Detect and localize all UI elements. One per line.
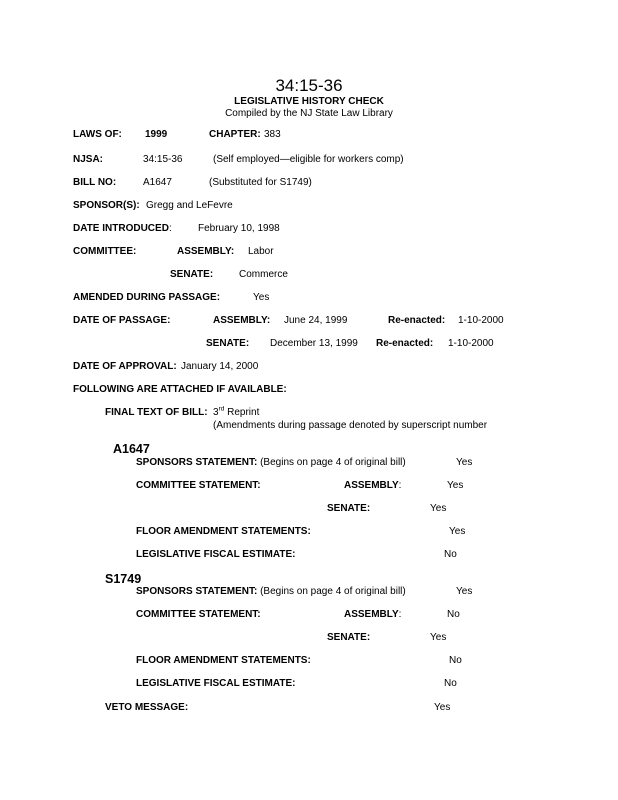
- a1647-fiscal-label: LEGISLATIVE FISCAL ESTIMATE:: [136, 549, 296, 560]
- amended-label: AMENDED DURING PASSAGE:: [73, 292, 221, 303]
- s1749-senate-value: Yes: [430, 632, 447, 643]
- committee-senate-label: SENATE:: [170, 269, 214, 280]
- a1647-sponsors-label: SPONSORS STATEMENT:: [136, 457, 258, 468]
- s1749-sponsors-label: SPONSORS STATEMENT:: [136, 586, 258, 597]
- bill-no-label: BILL NO:: [73, 177, 117, 188]
- passage-assembly-label: ASSEMBLY:: [213, 315, 271, 326]
- committee-label: COMMITTEE:: [73, 246, 137, 257]
- passage-senate-label: SENATE:: [206, 338, 250, 349]
- date-introduced-label-group: [73, 224, 172, 234]
- s1749-sponsors-value: Yes: [456, 586, 473, 597]
- passage-senate-reenacted-value: 1-10-2000: [448, 338, 494, 349]
- sponsors-label: SPONSOR(S):: [73, 200, 140, 211]
- a1647-committee-label: COMMITTEE STATEMENT:: [136, 480, 261, 491]
- chapter-label: CHAPTER:: [209, 129, 261, 140]
- final-text-value-num: 3: [213, 407, 219, 418]
- amended-value: Yes: [253, 292, 270, 303]
- s1749-fiscal-label: LEGISLATIVE FISCAL ESTIMATE:: [136, 678, 296, 689]
- committee-senate-value: Commerce: [239, 269, 288, 280]
- a1647-sponsors-value: Yes: [456, 457, 473, 468]
- a1647-assembly-label: ASSEMBLY: [344, 480, 399, 491]
- final-text-value: [213, 405, 260, 418]
- passage-senate-reenacted-label: Re-enacted:: [376, 338, 434, 349]
- bill-no-value: A1647: [143, 177, 172, 188]
- final-text-value-rest: Reprint: [224, 407, 260, 418]
- s1749-senate-label: SENATE:: [327, 632, 371, 643]
- s1749-assembly-value: No: [447, 609, 460, 620]
- s1749-sponsors-note: (Begins on page 4 of original bill): [260, 586, 406, 597]
- a1647-assembly-colon: :: [398, 480, 402, 491]
- passage-assembly-reenacted-label: Re-enacted:: [388, 315, 446, 326]
- a1647-assembly-value: Yes: [447, 480, 464, 491]
- passage-senate-value: December 13, 1999: [270, 338, 358, 349]
- a1647-senate-value: Yes: [430, 503, 447, 514]
- a1647-floor-label: FLOOR AMENDMENT STATEMENTS:: [136, 526, 311, 537]
- s1749-committee-label: COMMITTEE STATEMENT:: [136, 609, 261, 620]
- njsa-note: (Self employed—eligible for workers comp): [213, 154, 404, 165]
- veto-value: Yes: [434, 702, 451, 713]
- document-subtitle: LEGISLATIVE HISTORY CHECK: [234, 96, 384, 107]
- laws-of-label: LAWS OF:: [73, 129, 122, 140]
- final-text-label: FINAL TEXT OF BILL:: [105, 407, 208, 418]
- njsa-label: NJSA:: [73, 154, 104, 165]
- date-introduced-value: February 10, 1998: [198, 223, 280, 234]
- compiled-by: Compiled by the NJ State Law Library: [225, 108, 393, 119]
- bill-no-note: (Substituted for S1749): [209, 177, 312, 188]
- a1647-floor-value: Yes: [449, 526, 466, 537]
- s1749-fiscal-value: No: [444, 678, 457, 689]
- committee-assembly-label: ASSEMBLY:: [177, 246, 235, 257]
- passage-label: DATE OF PASSAGE:: [73, 315, 171, 326]
- a1647-fiscal-value: No: [444, 549, 457, 560]
- committee-assembly-value: Labor: [248, 246, 274, 257]
- sponsors-value: Gregg and LeFevre: [146, 200, 233, 211]
- s1749-assembly-label-group: [344, 610, 401, 620]
- laws-of-value: 1999: [145, 129, 168, 140]
- approval-label: DATE OF APPROVAL:: [73, 361, 177, 372]
- a1647-sponsors-row: [136, 458, 406, 468]
- njsa-value: 34:15-36: [143, 154, 183, 165]
- veto-label: VETO MESSAGE:: [105, 702, 189, 713]
- bill-s1749-heading: S1749: [105, 572, 142, 586]
- final-text-note: (Amendments during passage denoted by superscript number: [213, 420, 488, 431]
- a1647-sponsors-note: (Begins on page 4 of original bill): [260, 457, 406, 468]
- statute-title: 34:15-36: [275, 76, 343, 95]
- a1647-assembly-label-group: [344, 481, 401, 491]
- passage-assembly-reenacted-value: 1-10-2000: [458, 315, 504, 326]
- a1647-senate-label: SENATE:: [327, 503, 371, 514]
- date-introduced-label: DATE INTRODUCED: [73, 223, 169, 234]
- s1749-assembly-colon: :: [398, 609, 402, 620]
- final-text-value-sup: rd: [218, 405, 225, 413]
- s1749-floor-label: FLOOR AMENDMENT STATEMENTS:: [136, 655, 311, 666]
- bill-a1647-heading: A1647: [113, 442, 150, 456]
- date-introduced-colon: :: [168, 223, 172, 234]
- approval-value: January 14, 2000: [181, 361, 259, 372]
- passage-assembly-value: June 24, 1999: [284, 315, 348, 326]
- s1749-assembly-label: ASSEMBLY: [344, 609, 399, 620]
- s1749-floor-value: No: [449, 655, 462, 666]
- chapter-value: 383: [264, 129, 281, 140]
- s1749-sponsors-row: [136, 587, 406, 597]
- attached-heading: FOLLOWING ARE ATTACHED IF AVAILABLE:: [73, 384, 287, 395]
